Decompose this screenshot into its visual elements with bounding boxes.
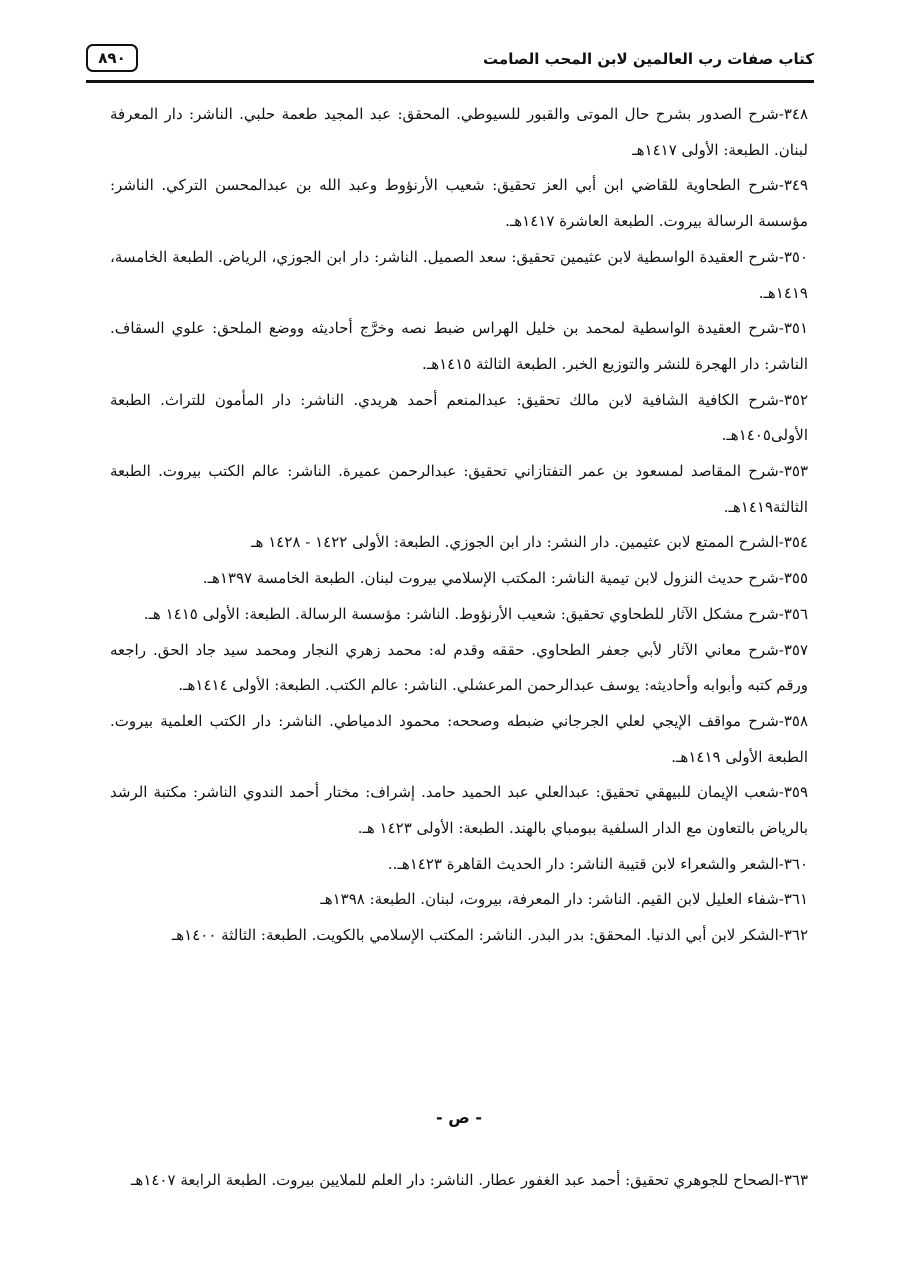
bibliography-entry: ٣٦١-شفاء العليل لابن القيم. الناشر: دار المعرفة، بيروت، لبنان. الطبعة: ١٣٩٨هـ <box>320 890 808 909</box>
bibliography-entry: ٣٥٨-شرح مواقف الإيجي لعلي الجرجاني ضبطه وصححه: محمود الدمياطي. الناشر: دار الكتب العلمية بيروت. الطبعة الأولى ١٤١٩هـ. <box>110 711 808 766</box>
bibliography-entry: ٣٥٧-شرح معاني الآثار لأبي جعفر الطحاوي. حققه وقدم له: محمد زهري النجار ومحمد سيد جاد الحق. راجعه ورقم كتبه وأبوابه وأحاديثه: يوسف عبدالرحمن المرعشلي. الناشر: عالم الكتب. الطبعة: الأولى ١٤١٤هـ. <box>110 640 808 695</box>
running-title: كتاب صفات رب العالمين لابن المحب الصامت <box>483 50 814 68</box>
page-number: ٨٩٠ <box>86 44 138 72</box>
bibliography-entry: ٣٤٩-شرح الطحاوية للقاضي ابن أبي العز تحقيق: شعيب الأرنؤوط وعبد الله بن عبدالمحسن التركي. الناشر: مؤسسة الرسالة بيروت. الطبعة العاشرة ١٤١٧هـ. <box>110 176 808 231</box>
bibliography-entry: ٣٥٩-شعب الإيمان للبيهقي تحقيق: عبدالعلي عبد الحميد حامد. إشراف: مختار أحمد الندوي الناشر: مكتبة الرشد بالرياض بالتعاون مع الدار السلفية ببومباي بالهند. الطبعة: الأولى ١٤٢٣ هـ. <box>110 783 808 838</box>
bibliography-entry: ٣٥٤-الشرح الممتع لابن عثيمين. دار النشر: دار ابن الجوزي. الطبعة: الأولى ١٤٢٢ - ١٤٢٨ هـ <box>251 533 808 552</box>
bibliography-entry: ٣٦٠-الشعر والشعراء لابن قتيبة الناشر: دار الحديث القاهرة ١٤٢٣هـ.. <box>387 854 808 873</box>
bibliography-entry: ٣٥١-شرح العقيدة الواسطية لمحمد بن خليل الهراس ضبط نصه وخرَّج أحاديثه ووضع الملحق: علوي السقاف. الناشر: دار الهجرة للنشر والتوزيع الخبر. الطبعة الثالثة ١٤١٥هـ. <box>110 319 808 373</box>
bibliography-list <box>110 97 808 954</box>
section-heading: - ص - <box>436 1108 482 1127</box>
bibliography-entry: ٣٦٢-الشكر لابن أبي الدنيا. المحقق: بدر البدر. الناشر: المكتب الإسلامي بالكويت. الطبعة: الثالثة ١٤٠٠هـ <box>171 926 808 945</box>
bibliography-entry: ٣٥٣-شرح المقاصد لمسعود بن عمر التفتازاني تحقيق: عبدالرحمن عميرة. الناشر: عالم الكتب بيروت. الطبعة الثالثة١٤١٩هـ. <box>110 462 808 516</box>
bibliography-entry: ٣٥٢-شرح الكافية الشافية لابن مالك تحقيق: عبدالمنعم أحمد هريدي. الناشر: دار المأمون للتراث. الطبعة الأولى١٤٠٥هـ. <box>110 390 808 445</box>
bibliography-entry: ٣٥٠-شرح العقيدة الواسطية لابن عثيمين تحقيق: سعد الصميل. الناشر: دار ابن الجوزي، الرياض. الطبعة الخامسة، ١٤١٩هـ. <box>110 247 808 302</box>
bibliography-entry: ٣٥٥-شرح حديث النزول لابن تيمية الناشر: المكتب الإسلامي بيروت لبنان. الطبعة الخامسة ١٣٩٧هـ. <box>202 569 808 588</box>
bibliography-entry-last: ٣٦٣-الصحاح للجوهري تحقيق: أحمد عبد الغفور عطار. الناشر: دار العلم للملايين بيروت. الطبعة الرابعة ١٤٠٧هـ <box>131 1171 808 1189</box>
page-header <box>86 44 814 83</box>
bibliography-entry: ٣٥٦-شرح مشكل الآثار للطحاوي تحقيق: شعيب الأرنؤوط. الناشر: مؤسسة الرسالة. الطبعة: الأولى ١٤١٥ هـ. <box>143 604 808 623</box>
bibliography-entry: ٣٤٨-شرح الصدور بشرح حال الموتى والقبور للسيوطي. المحقق: عبد المجيد طعمة حلبي. الناشر: دار المعرفة لبنان. الطبعة: الأولى ١٤١٧هـ <box>110 105 808 159</box>
